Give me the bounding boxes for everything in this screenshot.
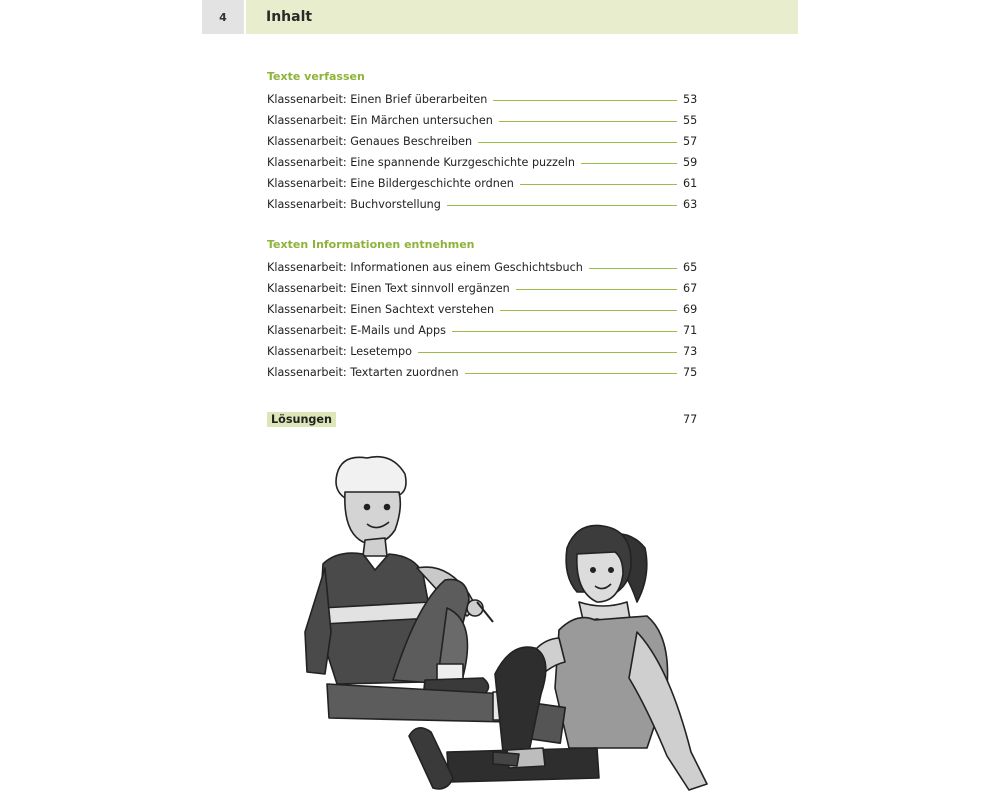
toc-entry-page: 57 [683, 135, 698, 148]
toc-section [267, 68, 697, 211]
section-title: Texten Informationen entnehmen [267, 238, 475, 251]
toc-entry-page: 65 [683, 261, 698, 274]
toc-entry[interactable] [267, 295, 697, 316]
solutions-page: 77 [683, 412, 698, 426]
page-header [202, 0, 798, 34]
toc-entry-page: 55 [683, 114, 698, 127]
toc-entry[interactable] [267, 85, 697, 106]
toc-entry-page: 59 [683, 156, 698, 169]
toc-entry-label: Klassenarbeit: Ein Märchen untersuchen [267, 114, 493, 127]
toc-entry-page: 73 [683, 345, 698, 358]
solutions-label: Lösungen [267, 412, 336, 427]
toc-entry-label: Klassenarbeit: Buchvorstellung [267, 198, 441, 211]
leader-line [581, 163, 677, 164]
leader-line [520, 184, 677, 185]
toc-entry[interactable] [267, 253, 697, 274]
toc-entry-page: 67 [683, 282, 698, 295]
leader-line [516, 289, 677, 290]
toc-entry-label: Klassenarbeit: Eine Bildergeschichte ordnen [267, 177, 514, 190]
page-title: Inhalt [246, 0, 798, 34]
leader-line [493, 100, 677, 101]
toc-entry[interactable] [267, 127, 697, 148]
leader-line [465, 373, 677, 374]
page-number: 4 [202, 0, 244, 34]
toc-entry[interactable] [267, 316, 697, 337]
toc-section [267, 236, 697, 379]
toc-entry-page: 71 [683, 324, 698, 337]
leader-line [478, 142, 677, 143]
toc-entry-label: Klassenarbeit: E-Mails und Apps [267, 324, 446, 337]
toc-entry[interactable] [267, 274, 697, 295]
toc-entry-label: Klassenarbeit: Textarten zuordnen [267, 366, 459, 379]
solutions-entry[interactable] [267, 410, 697, 428]
leader-line [589, 268, 677, 269]
toc-entry-label: Klassenarbeit: Einen Text sinnvoll ergänzen [267, 282, 510, 295]
toc-entry-page: 75 [683, 366, 698, 379]
toc-entry-label: Klassenarbeit: Einen Sachtext verstehen [267, 303, 495, 316]
toc-entry[interactable] [267, 358, 697, 379]
leader-line [452, 331, 677, 332]
toc-entry-label: Klassenarbeit: Informationen aus einem Geschichtsbuch [267, 261, 583, 274]
toc-entry[interactable] [267, 148, 697, 169]
leader-line [447, 205, 677, 206]
toc-entry-label: Klassenarbeit: Genaues Beschreiben [267, 135, 473, 148]
toc-entry[interactable] [267, 190, 697, 211]
boy-figure [305, 457, 511, 722]
leader-line [418, 352, 677, 353]
toc-entry-page: 69 [683, 303, 698, 316]
toc-entry[interactable] [267, 169, 697, 190]
students-illustration [297, 452, 717, 798]
toc-entry-label: Klassenarbeit: Lesetempo [267, 345, 412, 358]
toc-entry-page: 63 [683, 198, 698, 211]
leader-line [500, 310, 677, 311]
toc-entry[interactable] [267, 106, 697, 127]
section-title: Texte verfassen [267, 70, 365, 83]
toc-entry-label: Klassenarbeit: Eine spannende Kurzgeschichte puzzeln [267, 156, 575, 169]
toc-entry[interactable] [267, 337, 697, 358]
toc-entry-page: 61 [683, 177, 698, 190]
document-page [202, 0, 798, 800]
toc-entry-label: Klassenarbeit: Einen Brief überarbeiten [267, 93, 488, 106]
toc-entry-page: 53 [683, 93, 698, 106]
leader-line [499, 121, 677, 122]
